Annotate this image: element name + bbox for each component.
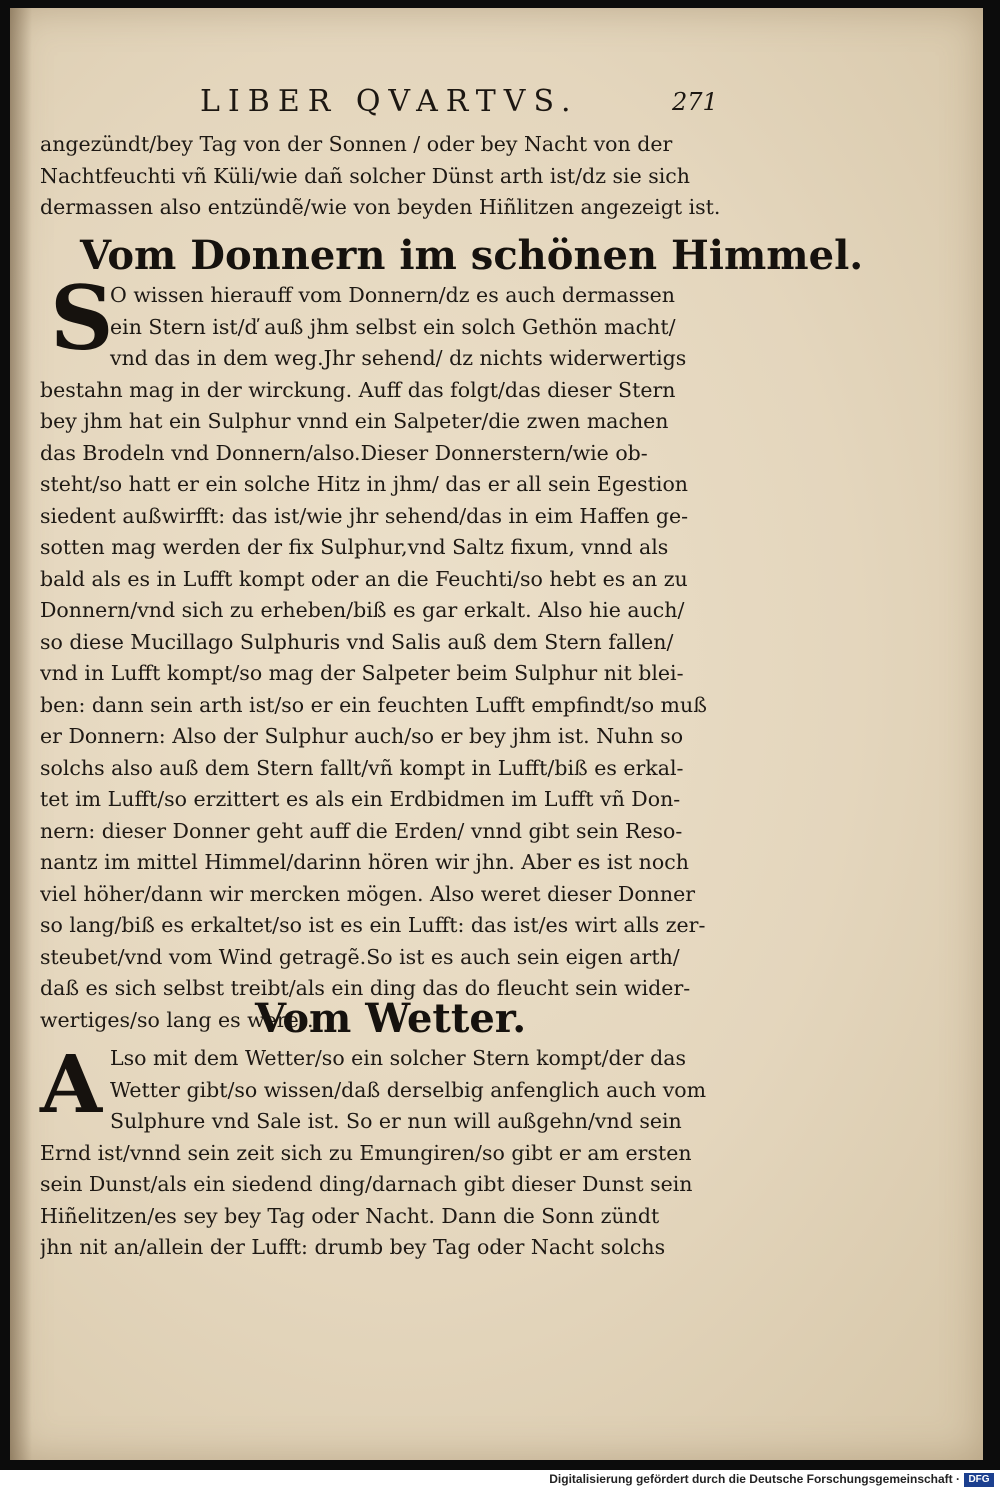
text-line: ben: dann sein arth ist/so er ein feuchten Lufft empfindt/so muß	[40, 692, 707, 717]
page-gutter-shadow	[10, 8, 32, 1460]
text-line: er Donnern: Also der Sulphur auch/so er bey jhm ist. Nuhn so	[40, 724, 684, 748]
text-line: steht/so hatt er ein solche Hitz in jhm/ das er all sein Egestion	[40, 472, 689, 496]
text-line: daß es sich selbst treibt/als ein ding das do fleucht sein wider-	[40, 976, 691, 1000]
section-heading-wetter: Vom Wetter.	[255, 995, 527, 1042]
text-line: jhn nit an/allein der Lufft: drumb bey Tag oder Nacht solchs	[40, 1235, 666, 1259]
text-line: bey jhm hat ein Sulphur vnnd ein Salpeter/die zwen machen	[40, 409, 669, 433]
text-line: so lang/biß es erkaltet/so ist es ein Lufft: das ist/es wirt alls zer-	[40, 913, 706, 937]
text-line: vnd in Lufft kompt/so mag der Salpeter beim Sulphur nit blei-	[40, 661, 684, 685]
text-line: nern: dieser Donner geht auff die Erden/ vnnd gibt sein Reso-	[40, 818, 683, 843]
section-1-paragraph	[40, 280, 720, 1036]
text-line: Nachtfeuchti vñ Küli/wie dañ solcher Dünst arth ist/dz sie sich	[40, 163, 690, 188]
funding-credit: Digitalisierung gefördert durch die Deutsche Forschungsgemeinschaft ·	[549, 1472, 960, 1486]
page-number: 271	[672, 88, 718, 116]
text-line: das Brodeln vnd Donnern/also.Dieser Donnerstern/wie ob-	[40, 440, 648, 465]
text-line: sotten mag werden der fix Sulphur,vnd Saltz fixum, vnnd als	[40, 535, 669, 559]
text-line: dermassen also entzündẽ/wie von beyden Hiñlitzen angezeigt ist.	[40, 195, 720, 219]
decorated-initial: A	[40, 1037, 103, 1131]
dfg-logo: DFG	[964, 1473, 994, 1487]
text-line: siedent außwirfft: das ist/wie jhr sehend/das in eim Haffen ge-	[40, 503, 689, 528]
text-line: viel höher/dann wir mercken mögen. Also weret dieser Donner	[40, 881, 696, 906]
decorated-initial: S	[50, 266, 114, 370]
text-line: Hiñelitzen/es sey bey Tag oder Nacht. Dann die Sonn zündt	[40, 1203, 660, 1228]
running-head: LIBER QVARTVS.	[200, 84, 579, 119]
text-line: sein Dunst/als ein siedend ding/darnach gibt dieser Dunst sein	[40, 1172, 693, 1196]
text-line: vnd das in dem weg.Jhr sehend/ dz nichts widerwertigs	[110, 346, 687, 370]
text-line: wertiges/so lang es weret.	[40, 1007, 314, 1032]
text-line: Wetter gibt/so wissen/daß derselbig anfenglich auch vom	[110, 1077, 707, 1102]
intro-paragraph	[40, 129, 720, 224]
text-line: Sulphure vnd Sale ist. So er nun will außgehn/vnd sein	[110, 1109, 682, 1133]
text-line: O wissen hierauff vom Donnern/dz es auch dermassen	[110, 283, 675, 307]
text-line: bald als es in Lufft kompt oder an die Feuchti/so hebt es an zu	[40, 566, 688, 591]
text-line: nantz im mittel Himmel/darinn hören wir jhn. Aber es ist noch	[40, 850, 689, 874]
text-line: tet im Lufft/so erzittert es als ein Erdbidmen im Lufft vñ Don-	[40, 787, 681, 811]
text-line: angezündt/bey Tag von der Sonnen / oder bey Nacht von der	[40, 132, 673, 156]
text-line: steubet/vnd vom Wind getragẽ.So ist es auch sein eigen arth/	[40, 944, 680, 969]
text-line: Donnern/vnd sich zu erheben/biß es gar erkalt. Also hie auch/	[40, 598, 685, 622]
text-line: Lso mit dem Wetter/so ein solcher Stern kompt/der das	[110, 1046, 686, 1070]
text-line: solchs also auß dem Stern fallt/vñ kompt in Lufft/biß es erkal-	[40, 755, 684, 780]
text-line: ein Stern ist/ď auß jhm selbst ein solch Gethön macht/	[110, 314, 676, 339]
text-line: Ernd ist/vnnd sein zeit sich zu Emungiren/so gibt er am ersten	[40, 1140, 692, 1165]
section-2-paragraph	[40, 1043, 720, 1264]
text-line: bestahn mag in der wirckung. Auff das folgt/das dieser Stern	[40, 377, 676, 402]
text-line: so diese Mucillago Sulphuris vnd Salis auß dem Stern fallen/	[40, 629, 674, 654]
section-heading-donnern: Vom Donnern im schönen Himmel.	[80, 232, 864, 279]
